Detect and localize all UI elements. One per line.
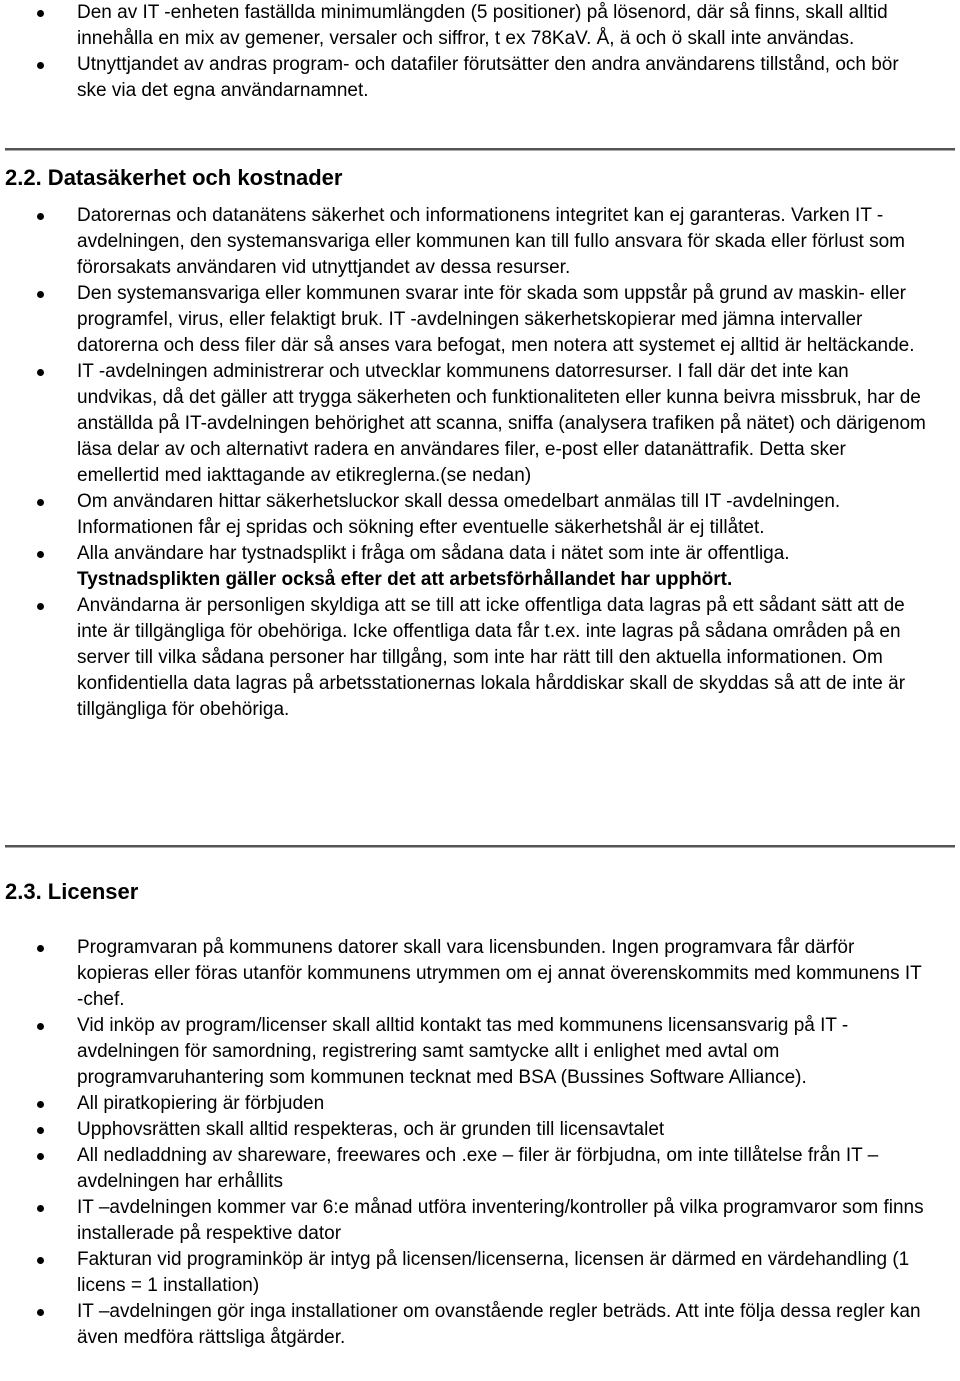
list-item: Den av IT -enheten faställda minimumlängden (5 positioner) på lösenord, där så finns, skall alltid innehålla en mix av gemener, versaler och siffror, t ex 78KaV. Å, ä och ö skall inte användas. <box>0 0 960 52</box>
list-item: All nedladdning av shareware, freewares och .exe – filer är förbjudna, om inte tillåtelse från IT –avdelningen har erhållits <box>0 1143 960 1195</box>
list-item-text: Alla användare har tystnadsplikt i fråga om sådana data i nätet som inte är offentliga. <box>77 543 790 564</box>
list-item: Fakturan vid programinköp är intyg på licensen/licenserna, licensen är därmed en värdehandling (1 licens = 1 installation) <box>0 1247 960 1299</box>
section-divider <box>5 148 955 151</box>
section-2-2-list <box>0 203 960 723</box>
list-item: All piratkopiering är förbjuden <box>0 1091 960 1117</box>
section-heading-2-2: 2.2. Datasäkerhet och kostnader <box>5 165 343 190</box>
list-item: Den systemansvariga eller kommunen svarar inte för skada som uppstår på grund av maskin- eller programfel, virus, eller felaktigt bruk. IT -avdelningen säkerhetskopierar med jämna intervaller datorerna och dess filer där så anses vara befogat, men notera att systemet ej alltid är heltäckande. <box>0 281 960 359</box>
section-heading-2-3: 2.3. Licenser <box>5 879 139 904</box>
list-item: IT –avdelningen gör inga installationer om ovanstående regler beträds. Att inte följa dessa regler kan även medföra rättsliga åtgärder. <box>0 1299 960 1351</box>
list-item: Datorernas och datanätens säkerhet och informationens integritet kan ej garanteras. Varken IT -avdelningen, den systemansvariga eller kommunen kan till fullo ansvara för skada eller förlust som förorsakats användaren vid utnyttjandet av dessa resurser. <box>0 203 960 281</box>
list-item: Upphovsrätten skall alltid respekteras, och är grunden till licensavtalet <box>0 1117 960 1143</box>
list-item: Utnyttjandet av andras program- och datafiler förutsätter den andra användarens tillstånd, och bör ske via det egna användarnamnet. <box>0 52 960 104</box>
list-item: Användarna är personligen skyldiga att se till att icke offentliga data lagras på ett sådant sätt att de inte är tillgängliga för obehöriga. Icke offentliga data får t.ex. inte lagras på sådana områden på en server till vilka sådana personer har tillgång, som inte har rätt till den aktuella informationen. Om konfidentiella data lagras på arbetsstationernas lokala hårddiskar skall de skyddas så att de inte är tillgängliga för obehöriga. <box>0 593 960 723</box>
list-item: Vid inköp av program/licenser skall alltid kontakt tas med kommunens licensansvarig på IT -avdelningen för samordning, registrering samt samtycke allt i enlighet med avtal om programvaruhantering som kommunen tecknat med BSA (Bussines Software Alliance). <box>0 1013 960 1091</box>
list-item <box>0 541 960 593</box>
section-divider <box>5 845 955 848</box>
list-item: Om användaren hittar säkerhetsluckor skall dessa omedelbart anmälas till IT -avdelningen. Informationen får ej spridas och sökning efter eventuelle säkerhetshål är ej tillåtet. <box>0 489 960 541</box>
top-bullet-list <box>0 0 960 104</box>
list-item: IT –avdelningen kommer var 6:e månad utföra inventering/kontroller på vilka programvaror som finns installerade på respektive dator <box>0 1195 960 1247</box>
list-item: IT -avdelningen administrerar och utvecklar kommunens datorresurser. I fall där det inte kan undvikas, då det gäller att trygga säkerheten och funktionaliteten eller kunna beivra missbruk, har de anställda på IT-avdelningen behörighet att scanna, sniffa (analysera trafiken på nätet) och därigenom läsa delar av och alternativt radera en användares filer, e-post eller datanättrafik. Detta sker emellertid med iakttagande av etikreglerna.(se nedan) <box>0 359 960 489</box>
list-item: Programvaran på kommunens datorer skall vara licensbunden. Ingen programvara får därför kopieras eller föras utanför kommunens utrymmen om ej annat överenskommits med kommunens IT -chef. <box>0 935 960 1013</box>
confidentiality-notice: Tystnadsplikten gäller också efter det att arbetsförhållandet har upphört. <box>77 569 733 590</box>
section-2-3-list <box>0 935 960 1351</box>
